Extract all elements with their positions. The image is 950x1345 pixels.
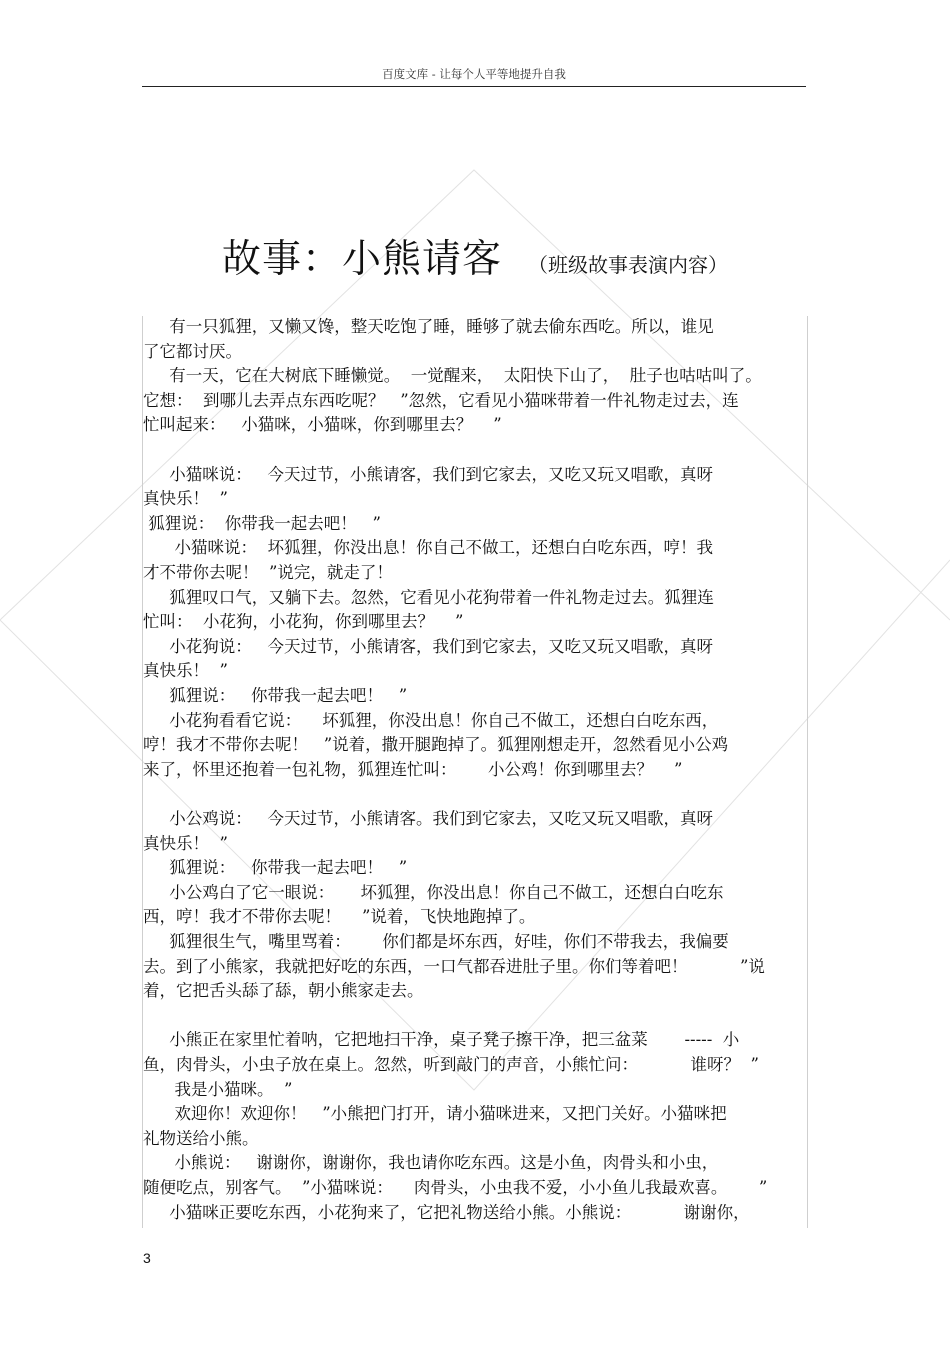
text-line: 小公鸡说： 今天过节，小熊请客。我们到它家去，又吃又玩又唱歌，真呀 [143, 809, 713, 828]
text-line: 狐狸说： 你带我一起去吧！ ” [143, 686, 408, 705]
text-line: 小花狗说： 今天过节，小熊请客，我们到它家去，又吃又玩又唱歌，真呀 [143, 636, 713, 656]
text-line: 才不带你去呢！ ”说完，就走了！ [143, 563, 393, 582]
text-line: 真快乐！ ” [143, 833, 228, 853]
text-line: 狐狸说： 你带我一起去吧！ ” [143, 513, 381, 533]
text-line: 小熊正在家里忙着呐，它把地扫干净，桌子凳子擦干净，把三盆菜 ----- 小 [143, 1030, 740, 1050]
text-line: 有一天，它在大树底下睡懒觉。 一觉醒来， 太阳快下山了， 肚子也咕咕叫了。 [143, 366, 762, 386]
page-header [142, 62, 806, 87]
story-body [142, 316, 808, 1228]
text-line: 狐狸叹口气，又躺下去。忽然，它看见小花狗带着一件礼物走过去。狐狸连 [143, 587, 714, 607]
text-line: 小熊说： 谢谢你，谢谢你，我也请你吃东西。这是小鱼，肉骨头和小虫， [143, 1153, 719, 1173]
text-line: 小花狗看看它说： 坏狐狸，你没出息！你自己不做工，还想白白吃东西， [143, 710, 719, 730]
text-line: 着，它把舌头舔了舔，朝小熊家走去。 [143, 981, 424, 1001]
text-line: 忙叫： 小花狗，小花狗，你到哪里去？ ” [143, 612, 464, 632]
text-line: 小公鸡白了它一眼说： 坏狐狸，你没出息！你自己不做工，还想白白吃东 [143, 882, 724, 902]
text-line: 我是小猫咪。 ” [143, 1079, 293, 1099]
text-line: 真快乐！ ” [143, 489, 228, 509]
text-line: 真快乐！ ” [143, 661, 228, 681]
title-main: 故事：小熊请客 [221, 237, 502, 282]
document-title [0, 228, 950, 284]
text-line: 小猫咪说： 今天过节，小熊请客，我们到它家去，又吃又玩又唱歌，真呀 [143, 464, 713, 484]
text-line: 有一只狐狸，又懒又馋，整天吃饱了睡，睡够了就去偷东西吃。所以，谁见 [143, 317, 714, 336]
text-line: 随便吃点，别客气。 ”小猫咪说： 肉骨头，小虫我不爱，小小鱼儿我最欢喜。 ” [143, 1178, 768, 1197]
text-line: 去。到了小熊家，我就把好吃的东西，一口气都吞进肚子里。你们等着吧！ ”说 [143, 956, 765, 976]
text-line: 哼！我才不带你去呢！ ”说着，撒开腿跑掉了。狐狸刚想走开，忽然看见小公鸡 [143, 735, 729, 755]
text-line: 狐狸说： 你带我一起去吧！ ” [143, 858, 408, 878]
text-line: 狐狸很生气，嘴里骂着： 你们都是坏东西，好哇，你们不带我去，我偏要 [143, 932, 729, 951]
title-subtitle: （班级故事表演内容） [528, 253, 728, 277]
text-line: 礼物送给小熊。 [143, 1128, 259, 1148]
text-line: 小猫咪说： 坏狐狸，你没出息！你自己不做工，还想白白吃东西，哼！我 [143, 538, 713, 558]
text-line: 忙叫起来： 小猫咪，小猫咪，你到哪里去？ ” [143, 415, 502, 435]
header-text: 百度文库 - 让每个人平等地提升自我 [382, 67, 566, 81]
text-line: 了它都讨厌。 [143, 341, 242, 361]
page-number: 3 [143, 1250, 151, 1266]
text-line: 小猫咪正要吃东西，小花狗来了，它把礼物送给小熊。小熊说： 谢谢你， [143, 1202, 750, 1222]
text-line: 它想： 到哪儿去弄点东西吃呢？ ”忽然，它看见小猫咪带着一件礼物走过去，连 [143, 390, 739, 410]
text-line: 欢迎你！欢迎你！ ”小熊把门打开，请小猫咪进来，又把门关好。小猫咪把 [143, 1104, 727, 1124]
text-line: 鱼，肉骨头，小虫子放在桌上。忽然，听到敲门的声音，小熊忙问： 谁呀？ ” [143, 1055, 759, 1074]
text-line: 西，哼！我才不带你去呢！ ”说着，飞快地跑掉了。 [143, 907, 536, 927]
text-line: 来了，怀里还抱着一包礼物，狐狸连忙叫： 小公鸡！你到哪里去？ ” [143, 759, 683, 779]
